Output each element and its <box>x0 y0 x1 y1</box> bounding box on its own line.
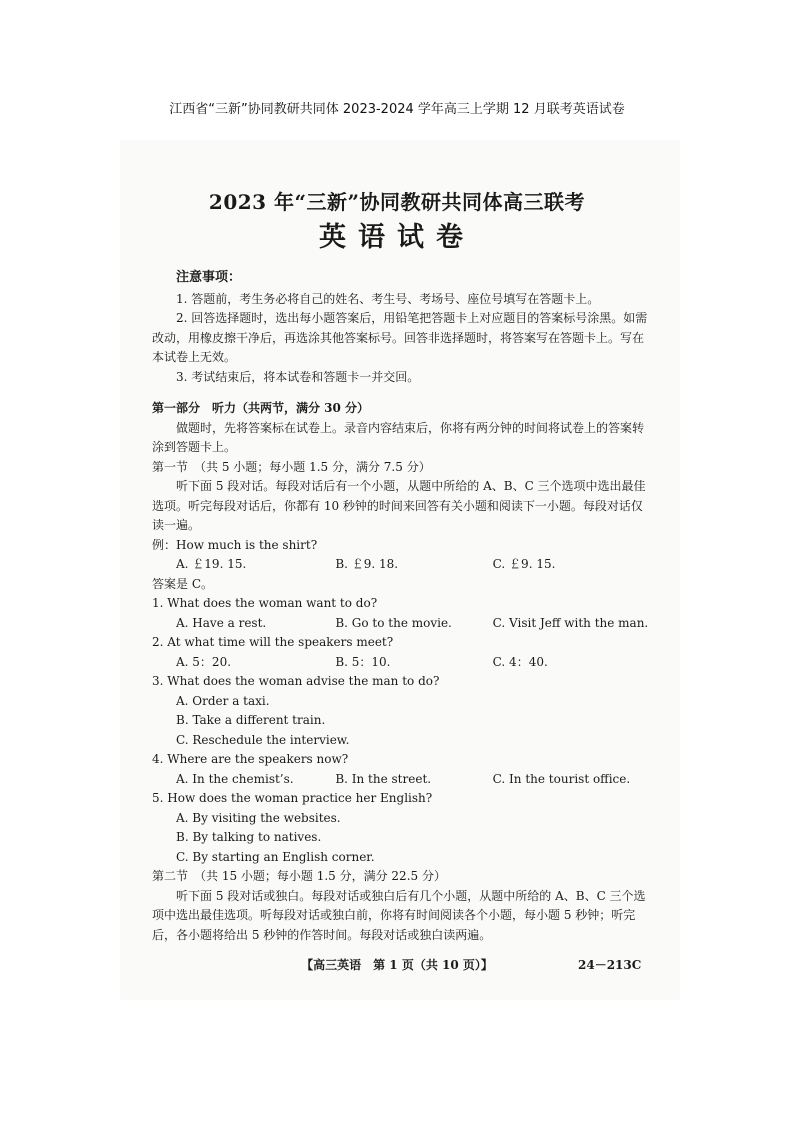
question-5-options <box>152 809 652 868</box>
section2-title: 第二节 （共 15 小题；每小题 1.5 分，满分 22.5 分） <box>152 869 446 883</box>
notice-item-3: 3. 考试结束后，将本试卷和答题卡一并交回。 <box>176 369 420 384</box>
exam-title: 2023 年“三新”协同教研共同体高三联考 <box>208 190 586 214</box>
notice-title: 注意事项： <box>176 270 242 285</box>
question-3-option-b: B. Take a different train. <box>176 713 326 727</box>
question-3: 3. What does the woman advise the man to do? <box>152 674 440 688</box>
question-5-option-b: B. By talking to natives. <box>176 830 322 844</box>
question-3-option-c: C. Reschedule the interview. <box>176 732 350 747</box>
footer-code: 24－213C <box>578 958 642 972</box>
question-4-option-b: B. In the street. <box>335 771 432 786</box>
section1-title: 第一节 （共 5 小题；每小题 1.5 分，满分 7.5 分） <box>152 459 431 474</box>
question-4-option-a: A. In the chemist’s. <box>176 771 294 786</box>
question-3-options <box>152 692 652 751</box>
notice-item-1: 1. 答题前，考生务必将自己的姓名、考生号、考场号、座位号填写在答题卡上。 <box>176 291 600 306</box>
question-3-option-a: A. Order a taxi. <box>176 693 270 708</box>
notice-item-2: 2. 回答选择题时，选出每小题答案后，用铅笔把答题卡上对应题目的答案标号涂黑。如需改动，用橡皮擦干净后，再选涂其他答案标号。回答非选择题时，将答案写在答题卡上。写在本试卷上无效。 <box>152 311 648 364</box>
question-2-options <box>152 653 652 673</box>
exam-content <box>152 268 652 945</box>
question-4: 4. Where are the speakers now? <box>152 752 349 766</box>
section2-instructions: 听下面 5 段对话或独白。每段对话或独白后有几个小题，从题中所给的 A、B、C 三个选项中选出最佳选项。听每段对话或独白前，你将有时间阅读各个小题，每小题 5 秒钟；听完后，各小题将给出 5 秒钟的作答时间。每段对话或独白读两遍。 <box>152 888 646 942</box>
question-4-options <box>152 770 652 790</box>
subject-title: 英语试卷 <box>319 222 475 253</box>
example-answer: 答案是 C。 <box>152 576 213 591</box>
part1-instructions: 做题时，先将答案标在试卷上。录音内容结束后，你将有两分钟的时间将试卷上的答案转涂到答题卡上。 <box>152 420 645 454</box>
question-2-option-a: A. 5：20. <box>176 654 232 669</box>
question-1: 1. What does the woman want to do? <box>152 596 378 610</box>
question-2-option-b: B. 5：10. <box>335 654 391 669</box>
example-option-b: B. ￡9. 18. <box>335 557 399 571</box>
example-options <box>152 555 652 575</box>
question-1-option-b: B. Go to the movie. <box>335 615 452 630</box>
footer-page-label: 【高三英语 第 1 页（共 10 页）】 <box>301 958 493 972</box>
document-header: 江西省“三新”协同教研共同体 2023-2024 学年高三上学期 12 月联考英语试卷 <box>169 102 625 117</box>
question-5: 5. How does the woman practice her English? <box>152 791 433 805</box>
question-2-option-c: C. 4：40. <box>492 654 548 669</box>
example-question: 例：How much is the shirt? <box>152 537 318 552</box>
question-5-option-a: A. By visiting the websites. <box>176 810 341 825</box>
example-option-c: C. ￡9. 15. <box>492 557 556 571</box>
question-5-option-c: C. By starting an English corner. <box>176 849 375 864</box>
question-4-option-c: C. In the tourist office. <box>492 771 631 786</box>
question-1-option-c: C. Visit Jeff with the man. <box>492 615 649 630</box>
question-1-options <box>152 614 652 634</box>
part1-title: 第一部分 听力（共两节，满分 30 分） <box>152 401 370 415</box>
example-option-a: A. ￡19. 15. <box>176 557 247 571</box>
section1-instructions: 听下面 5 段对话。每段对话后有一个小题，从题中所给的 A、B、C 三个选项中选出最佳选项。听完每段对话后，你都有 10 秒钟的时间来回答有关小题和阅读下一小题。每段对话仅读一遍。 <box>152 479 646 532</box>
question-2: 2. At what time will the speakers meet? <box>152 635 394 649</box>
question-1-option-a: A. Have a rest. <box>176 615 267 630</box>
